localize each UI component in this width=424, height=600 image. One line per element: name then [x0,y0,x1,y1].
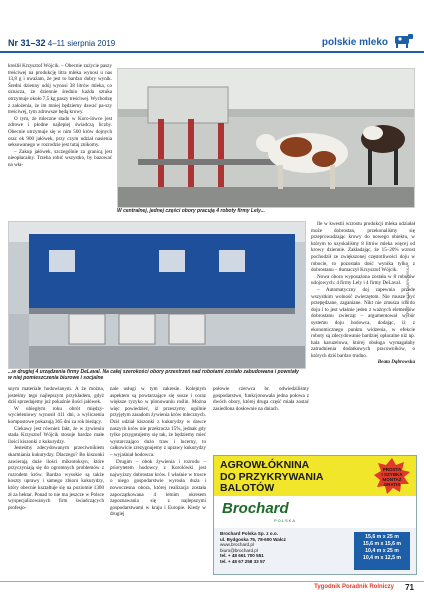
paragraph: kreślił Krzysztof Wójcik. – Obecnie zużycie paszy treściwej na produkcję litra mleka wynosi u nas 13,8 g i uważam, że jest to bardzo dobry wynik. Średni dzienny udój wynosi 38 litrów mleka, co oznacza, że dziennie średnio każda sztuka otrzymuje około 7,5 kg paszy treściwej. Wychodzę z założenia, że im mniej będziemy dawać pa-szy treściwej, tym zdrowsze będą krowy. [8,63,112,116]
paragraph: Nowa obora wyposażona została w 8 robotów udojowych: 4 firmy Lely i 4 firmy DeLaval. [311,273,415,287]
photo1-caption: W centralnej, jednej części obory pracują 4 roboty firmy Lely... [117,208,265,214]
brochard-logo: Brochard [222,500,289,517]
article-column-1 [8,63,112,169]
brochard-advertisement[interactable] [213,455,417,575]
issue-info [8,38,115,48]
ad-email[interactable]: biuro@brochard.pl [220,547,258,553]
ad-title-line: BALOTÓW [220,482,275,494]
ad-contact-block [214,528,416,574]
badge-text [376,467,408,487]
article-column-bottom-2 [110,386,206,518]
ad-website[interactable]: www.brochard.pl [220,542,254,548]
ad-company: Brochard Polska Sp. z o.o. [220,531,278,536]
author-signature: Beata Dąbrowska [377,359,415,366]
paragraph: Ciekawy jest również fakt, że w żywieniu stada Krzysztof Wójcik stosuje bardzo małe ilości kiszonki z kukurydzy. [8,425,104,445]
paragraph: W ubiegłym roku obrót między-wycieleniowy wynosił 411 dni, a wyliczenia kompostowe pokazują 365 dni za rok bieżący. [8,405,104,425]
badge-line: PROSTA [382,467,402,472]
brochard-logo-sub: POLSKA [274,518,297,523]
ad-size: 15,6 m x 15,6 m [362,541,402,547]
issue-number: Nr 31–32 [8,38,46,48]
paragraph: nale usługi w tym zakresie. Kolejnym aspektem są powtarzające się susze i coraz większe ryzyko w plonowaniu roślin. Można więc powiedzieć, iż przeszymy ogólnie przyjętym zasadom żywienia krów mlecznych. Dziś udział kiszonki z kukurydzy w dawce naszych krów nie przekracza 15%, jednak gdy tylko przygotujemy się tak, że będziemy mieć wystarczająco dużo traw i lucerny, to całkowicie zrezygnujemy z uprawy kukurydzy – wyjaśniał hodowca. [110,386,206,458]
badge-line: GRATIS [383,482,401,487]
ad-sizes-box [354,532,410,570]
barn-robots-image [118,69,414,207]
footer-brand-text: Tygodnik Poradnik Rolniczy [314,584,394,590]
cow-icon [392,32,414,48]
badge-line: I SZYBKA [381,472,403,477]
footer-rule [0,581,424,582]
robot-milking-photo [117,68,415,208]
ad-phone: tel. + 48 661 700 551 [220,553,264,559]
ad-address [220,531,286,565]
ad-title-line: AGROWŁÓKNINA [220,459,310,471]
section-brand: polskie mleko [321,37,388,48]
barn-building-photo [8,221,306,369]
ad-phone: tel. + 48 67 258 33 57 [220,558,266,564]
ad-size: 10,4 m x 25 m [365,548,399,554]
ad-street: ul. Bydgoska 75, 78-600 Wałcz [220,536,286,542]
ad-title [220,460,323,495]
ad-size: 15,6 m x 25 m [365,534,399,540]
paragraph: snym materiale hodowlanym. A że można, jesteśmy tego najlepszym przykładem, gdyż dziś sprzedajemy już pokaźnie ilości jałówek. [8,386,104,406]
footer-brand [314,584,394,590]
paragraph: – Automatyczny doj zapewnia przede wszystkim wolność zwierzętom. Nie musze być przepędzane, zaganiane. Nikt nie zmusza ich do doju i to jest właśnie jeden z ważnych elementów dobrostanu zwierząt – argumentował wybór systemu doju hodowca, dodając, iż z ekonomicznego punktu widzenia, w efekcie roboty są zdecydowanie bardziej opłacalne niż np. hala karuzelowa, której obsługa wymagałaby zatrudnienia dodatkowych pracowników, o których dziś bardzo trudno. [311,286,415,359]
paragraph: Ile w kwestii wzrostu produkcji mleka udziałał może dobrostan, przekonaliśmy się przeprowadzając krowy do nowego obiektu, w którym to uzyskaliśmy 8 litrów mleka więcej od krowy dziennie. Zakładając, że 15–20% wzrost pochodził ze zwiększonej częstotliwości doju w robocie, to pozostała dość wynika tylko z dobrostanu – tłumaczył Krzysztof Wójcik. [311,221,415,274]
article-column-bottom-1 [8,386,104,511]
photo2-caption: ...w drugiej 4 urządzenia firmy DeLaval. Na całej szerokości obory przestrzeń nad robotami zostało zabudowana i powstały w niej pomieszczenia biurowe i socjalne [8,369,299,382]
page-number: 71 [405,583,414,592]
paragraph: Drugim – obok żywienia i rozrodu – priorytetem hodowcy z Korolówki jest najwyższy dobrostan krów. I właśnie w trosce o niego gospodarstwie wyrosła duża i nowoczesna obora, której realizacja została zapoczątkowana 4 letnim okresem zapoznawania się z najlepszymi gospodarstwami w kraju i Europie. Kiedy w drugiej [110,458,206,518]
photo-credit: FOT. BEATA DĄBROWSKA [405,265,410,315]
ad-banner [214,456,416,496]
paragraph: połowie czerwca br. odwiedziliśmy gospodarstwo, funkcjonowała jedna połowa z dwóch obory, której druga część miała zostać zasiedlona dosłownie na dniach. [213,386,309,412]
article-column-right [311,221,415,366]
ad-title-line: DO PRZYKRYWANIA [220,470,324,483]
issue-date: 4–11 sierpnia 2019 [47,39,116,48]
ad-size: 10,4 m x 12,5 m [362,555,402,561]
paragraph: O tym, że mleczne stado w Koro-lówce jest zdrowe i płodne najlepiej świadczą liczby. Obecnie utrzymuje się w nim 500 krów dojnych oraz ok 900 jałówek, przy czym udział nasienia seksowanego w rozrodzie jest tutaj znikomy. [8,115,112,149]
badge-line: MONTAŻ [382,477,402,482]
header-rule [0,51,424,53]
barn-offices-image [9,222,305,368]
paragraph: Jesteśmy zdecydowanym przeciwnikiem skarmiania kukurydzy. Dlaczego? Bo kiszonki zawierają duże ilości mikrotoksyn, które przyczyniają się do ogromnych problemów z rozrodem krów. Bardzo wysokie są także koszty uprawy i samego zbioru kukurydzy, który obecnie kształtuje się na poziomie 1300 zł za hektar. Ponad to nie ma jeszcze w Polsce wyspecjalizowanych firm świadczących profesjo- [8,445,104,511]
paragraph: – Zakup jałówek, szczególnie za granicą jest nieopłacalny. Trzeba robić wszystko, by bazować na wła- [8,148,112,168]
article-column-bottom-3 [213,386,309,412]
